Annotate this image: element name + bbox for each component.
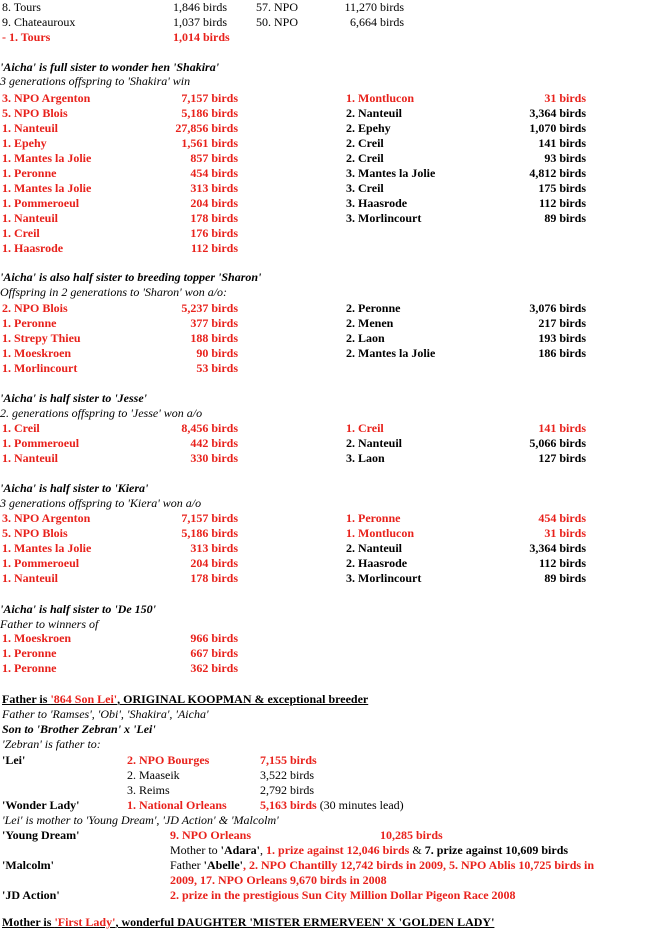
section-subtitle-de150: Father to winners of xyxy=(0,617,99,631)
result-place: 3. Haasrode xyxy=(346,196,408,210)
result-place: 3. Morlincourt xyxy=(346,571,422,585)
mother-sep: , xyxy=(260,843,267,857)
malcolm-line-1 xyxy=(170,858,594,873)
father-name: '864 Son Lei' xyxy=(50,692,118,706)
result-place: 1. Mantes la Jolie xyxy=(2,151,92,165)
result-place: 1. Creil xyxy=(2,421,40,435)
lei-result-row xyxy=(0,753,650,768)
lei-mother-line: 'Lei' is mother to 'Young Dream', 'JD Action' & 'Malcolm' xyxy=(2,813,279,827)
lei-label: 'Lei' xyxy=(2,753,26,767)
father-parents-line: Son to 'Brother Zebran' x 'Lei' xyxy=(2,722,156,736)
result-place: 1. Montlucon xyxy=(346,91,415,105)
wonder-lady-extra: (30 minutes lead) xyxy=(316,798,404,812)
result-bird-count: 330 birds xyxy=(190,451,238,465)
result-place: 2. Nanteuil xyxy=(346,541,403,555)
mother-heading-pre: Mother is xyxy=(2,915,55,929)
result-bird-count: 53 birds xyxy=(196,361,238,375)
result-bird-count: 127 birds xyxy=(538,451,586,465)
wonder-lady-label: 'Wonder Lady' xyxy=(2,798,80,812)
result-row xyxy=(0,211,650,226)
lei-result-place: 3. Reims xyxy=(127,783,170,797)
father-heading-post: , ORIGINAL KOOPMAN & exceptional breeder xyxy=(117,692,369,706)
result-row xyxy=(0,106,650,121)
result-place: 1. Peronne xyxy=(346,511,401,525)
result-row xyxy=(0,526,650,541)
result-row xyxy=(0,331,650,346)
result-place: 2. NPO Blois xyxy=(2,301,68,315)
result-bird-count: 31 birds xyxy=(544,91,586,105)
result-bird-count: 3,076 birds xyxy=(529,301,586,315)
abelle-name: 'Abelle' xyxy=(203,858,243,872)
result-row xyxy=(0,91,650,106)
jd-action-label: 'JD Action' xyxy=(2,888,60,902)
malcolm-results: , 2. NPO Chantilly 12,742 birds in 2009, 5. NPO Ablis 10,725 birds in xyxy=(242,858,595,872)
lei-result-place: 2. Maaseik xyxy=(127,768,180,782)
result-bird-count: 141 birds xyxy=(538,136,586,150)
result-row xyxy=(0,181,650,196)
mother-amp: & xyxy=(409,843,425,857)
result-place: 1. Haasrode xyxy=(2,241,64,255)
mother-heading xyxy=(2,915,494,930)
father-heading xyxy=(2,692,368,707)
section-subtitle-sharon: Offspring in 2 generations to 'Sharon' won a/o: xyxy=(0,285,228,299)
adara-name: 'Adara' xyxy=(220,843,261,857)
result-place: 1. Nanteuil xyxy=(2,121,59,135)
result-place: 1. Nanteuil xyxy=(2,211,59,225)
result-row xyxy=(0,166,650,181)
young-dream-place: 9. NPO Orleans xyxy=(170,828,251,842)
bird-count: 1,037 birds xyxy=(173,15,227,29)
result-place: 1. Pommeroeul xyxy=(2,556,80,570)
result-bird-count: 1,070 birds xyxy=(529,121,586,135)
lei-result-row xyxy=(0,783,650,798)
result-place: 1. Montlucon xyxy=(346,526,415,540)
result-place: 2. Laon xyxy=(346,331,385,345)
lei-result-count: 3,522 birds xyxy=(260,768,314,782)
result-bird-count: 377 birds xyxy=(190,316,238,330)
result-place: 2. Nanteuil xyxy=(346,106,403,120)
result-place: 2. Creil xyxy=(346,151,384,165)
result-bird-count: 112 birds xyxy=(538,196,586,210)
result-bird-count: 313 birds xyxy=(190,181,238,195)
result-bird-count: 217 birds xyxy=(538,316,586,330)
section-title-shakira: 'Aicha' is full sister to wonder hen 'Shakira' xyxy=(0,60,220,74)
result-row xyxy=(0,121,650,136)
result-bird-count: 454 birds xyxy=(538,511,586,525)
result-bird-count: 31 birds xyxy=(544,526,586,540)
result-place: 2. Epehy xyxy=(346,121,391,135)
result-place: 5. NPO Blois xyxy=(2,526,68,540)
wonder-lady-result xyxy=(260,798,404,813)
mother-pre: Mother to xyxy=(170,843,221,857)
result-bird-count: 5,237 birds xyxy=(181,301,238,315)
place-label: 8. Tours xyxy=(2,0,41,14)
result-row xyxy=(0,631,650,646)
section-title-sharon: 'Aicha' is also half sister to breeding topper 'Sharon' xyxy=(0,270,262,284)
result-bird-count: 454 birds xyxy=(190,166,238,180)
result-bird-count: 204 birds xyxy=(190,556,238,570)
lei-result-count: 7,155 birds xyxy=(260,753,317,767)
mother-name: 'First Lady' xyxy=(54,915,116,929)
result-bird-count: 4,812 birds xyxy=(529,166,586,180)
result-bird-count: 7,157 birds xyxy=(181,511,238,525)
father-offspring-line: Father to 'Ramses', 'Obi', 'Shakira', 'Aicha' xyxy=(2,707,209,721)
result-bird-count: 8,456 birds xyxy=(181,421,238,435)
young-dream-count: 10,285 birds xyxy=(380,828,443,842)
place-label: - 1. Tours xyxy=(2,30,51,44)
result-place: 1. Creil xyxy=(346,421,384,435)
mother-heading-post: , wonderful DAUGHTER 'MISTER ERMERVEEN' X 'GOLDEN LADY' xyxy=(115,915,495,929)
malcolm-line-2: 2009, 17. NPO Orleans 9,670 birds in 2008 xyxy=(170,873,387,887)
result-row xyxy=(0,226,650,241)
father-heading-pre: Father is xyxy=(2,692,51,706)
result-bird-count: 442 birds xyxy=(190,436,238,450)
section-subtitle-shakira: 3 generations offspring to 'Shakira' win xyxy=(0,74,191,88)
bird-count: 6,664 birds xyxy=(350,15,404,29)
result-place: 1. Nanteuil xyxy=(2,451,59,465)
result-bird-count: 188 birds xyxy=(190,331,238,345)
result-bird-count: 112 birds xyxy=(538,556,586,570)
result-bird-count: 141 birds xyxy=(538,421,586,435)
result-bird-count: 178 birds xyxy=(190,211,238,225)
place-label: 50. NPO xyxy=(256,15,299,29)
result-bird-count: 362 birds xyxy=(190,661,238,675)
place-label: 57. NPO xyxy=(256,0,299,14)
result-row xyxy=(0,646,650,661)
result-place: 1. Pommeroeul xyxy=(2,436,80,450)
result-place: 3. NPO Argenton xyxy=(2,91,91,105)
result-place: 1. Epehy xyxy=(2,136,47,150)
result-place: 1. Creil xyxy=(2,226,40,240)
result-bird-count: 27,856 birds xyxy=(175,121,238,135)
result-bird-count: 5,186 birds xyxy=(181,106,238,120)
result-row xyxy=(0,511,650,526)
result-row xyxy=(0,421,650,436)
wonder-lady-count: 5,163 birds xyxy=(260,798,317,812)
result-place: 2. Mantes la Jolie xyxy=(346,346,436,360)
result-row xyxy=(0,241,650,256)
result-row xyxy=(0,556,650,571)
result-place: 2. Haasrode xyxy=(346,556,408,570)
result-row xyxy=(0,136,650,151)
section-title-kiera: 'Aicha' is half sister to 'Kiera' xyxy=(0,481,149,495)
lei-result-row xyxy=(0,768,650,783)
result-bird-count: 5,186 birds xyxy=(181,526,238,540)
result-bird-count: 112 birds xyxy=(190,241,238,255)
result-bird-count: 1,561 birds xyxy=(181,136,238,150)
result-row xyxy=(0,661,650,676)
result-bird-count: 313 birds xyxy=(190,541,238,555)
section-title-jesse: 'Aicha' is half sister to 'Jesse' xyxy=(0,391,148,405)
result-row xyxy=(0,361,650,376)
result-bird-count: 178 birds xyxy=(190,571,238,585)
section-title-de150: 'Aicha' is half sister to 'De 150' xyxy=(0,602,157,616)
malcolm-label: 'Malcolm' xyxy=(2,858,54,872)
result-row xyxy=(0,541,650,556)
section-subtitle-kiera: 3 generations offspring to 'Kiera' won a/o xyxy=(0,496,202,510)
result-bird-count: 89 birds xyxy=(544,571,586,585)
adara-prize-2: 7. prize against 10,609 birds xyxy=(424,843,569,857)
top-row xyxy=(0,30,650,45)
result-row xyxy=(0,451,650,466)
result-place: 3. Morlincourt xyxy=(346,211,422,225)
result-row xyxy=(0,436,650,451)
result-bird-count: 90 birds xyxy=(196,346,238,360)
result-bird-count: 857 birds xyxy=(190,151,238,165)
result-row xyxy=(0,301,650,316)
jd-action-text: 2. prize in the prestigious Sun City Million Dollar Pigeon Race 2008 xyxy=(170,888,516,902)
result-place: 1. Peronne xyxy=(2,646,57,660)
result-place: 1. Peronne xyxy=(2,316,57,330)
result-place: 5. NPO Blois xyxy=(2,106,68,120)
lei-result-count: 2,792 birds xyxy=(260,783,314,797)
result-bird-count: 667 birds xyxy=(190,646,238,660)
result-row xyxy=(0,196,650,211)
result-place: 1. Peronne xyxy=(2,166,57,180)
result-place: 1. Peronne xyxy=(2,661,57,675)
result-place: 1. Moeskroen xyxy=(2,346,72,360)
bird-count: 1,014 birds xyxy=(173,30,230,44)
bird-count: 1,846 birds xyxy=(173,0,227,14)
result-bird-count: 204 birds xyxy=(190,196,238,210)
wonder-lady-place: 1. National Orleans xyxy=(127,798,227,812)
adara-prize-1: 1. prize against 12,046 birds xyxy=(266,843,410,857)
result-bird-count: 186 birds xyxy=(538,346,586,360)
result-row xyxy=(0,571,650,586)
result-bird-count: 966 birds xyxy=(190,631,238,645)
result-row xyxy=(0,316,650,331)
result-place: 2. Nanteuil xyxy=(346,436,403,450)
result-place: 2. Menen xyxy=(346,316,394,330)
top-row xyxy=(0,15,650,30)
result-bird-count: 176 birds xyxy=(190,226,238,240)
result-place: 2. Peronne xyxy=(346,301,401,315)
result-bird-count: 3,364 birds xyxy=(529,106,586,120)
result-place: 3. Laon xyxy=(346,451,385,465)
result-bird-count: 93 birds xyxy=(544,151,586,165)
result-row xyxy=(0,151,650,166)
result-place: 1. Morlincourt xyxy=(2,361,78,375)
result-bird-count: 193 birds xyxy=(538,331,586,345)
top-row xyxy=(0,0,650,15)
result-place: 1. Strepy Thieu xyxy=(2,331,81,345)
young-dream-label: 'Young Dream' xyxy=(2,828,80,842)
result-row xyxy=(0,346,650,361)
result-bird-count: 89 birds xyxy=(544,211,586,225)
zebran-line: 'Zebran' is father to: xyxy=(2,737,101,751)
bird-count: 11,270 birds xyxy=(344,0,404,14)
result-place: 3. Creil xyxy=(346,181,384,195)
malcolm-pre: Father xyxy=(170,858,204,872)
result-bird-count: 7,157 birds xyxy=(181,91,238,105)
place-label: 9. Chateauroux xyxy=(2,15,76,29)
result-place: 1. Nanteuil xyxy=(2,571,59,585)
result-place: 1. Moeskroen xyxy=(2,631,72,645)
result-place: 1. Mantes la Jolie xyxy=(2,181,92,195)
result-place: 2. Creil xyxy=(346,136,384,150)
result-place: 3. NPO Argenton xyxy=(2,511,91,525)
result-bird-count: 5,066 birds xyxy=(529,436,586,450)
result-place: 1. Mantes la Jolie xyxy=(2,541,92,555)
result-bird-count: 175 birds xyxy=(538,181,586,195)
result-place: 1. Pommeroeul xyxy=(2,196,80,210)
result-place: 3. Mantes la Jolie xyxy=(346,166,436,180)
lei-result-place: 2. NPO Bourges xyxy=(127,753,210,767)
result-bird-count: 3,364 birds xyxy=(529,541,586,555)
young-dream-mother-line xyxy=(170,843,568,858)
section-subtitle-jesse: 2. generations offspring to 'Jesse' won a/o xyxy=(0,406,203,420)
